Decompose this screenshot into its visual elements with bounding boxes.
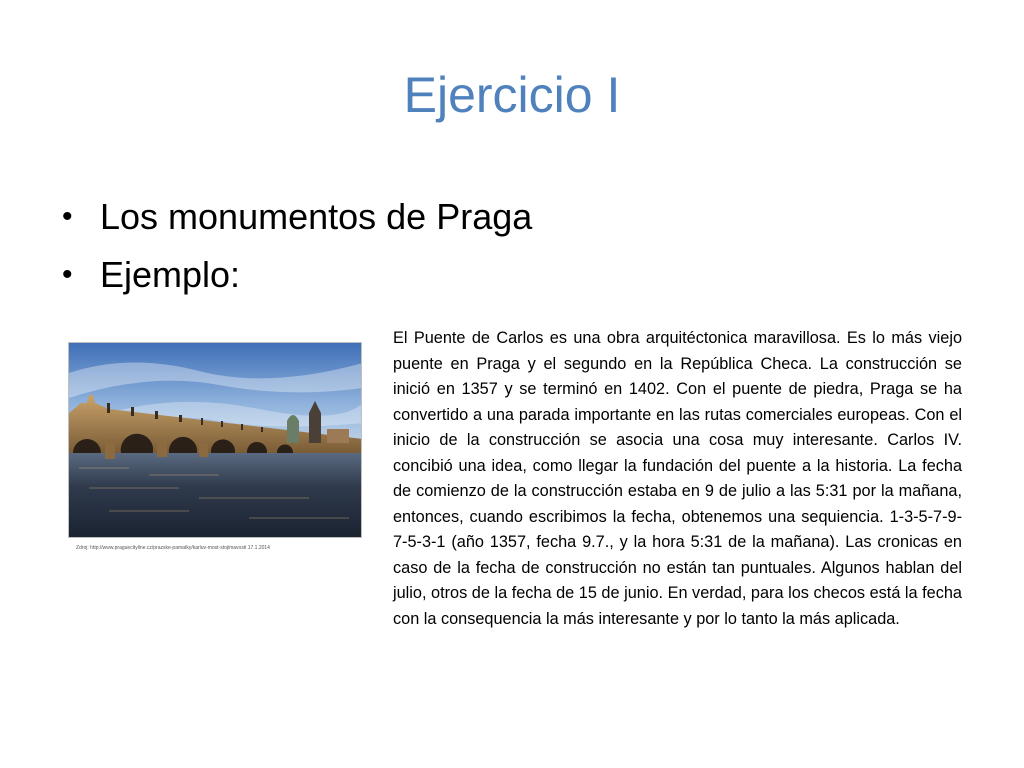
bullet-marker: • <box>62 258 73 291</box>
bullet-text: Los monumentos de Praga <box>100 196 533 237</box>
body-paragraph: El Puente de Carlos es una obra arquitéctonica maravillosa. Es lo más viejo puente en Praga y el segundo en la República Checa. La construcción se inició en 1357 y se terminó en 1402. Con el puente de piedra, Praga se ha convertido a una parada importante en las rutas comerciales europeas. Con el inicio de la construcción se asocia una cosa muy interesante. Carlos IV. concibió una idea, como llegar la fundación del puente a la historia. La fecha de comienzo de la construcción estaba en 9 de julio a las 5:31 por la mañana, entonces, cuando escribimos la fecha, obtenemos una sequiencia. 1-3-5-7-9-7-5-3-1 (año 1357, fecha 9.7., y la hora 5:31 de la mañana). Las cronicas en caso de la fecha de construcción no están tan puntuales. Algunos hablan del julio, otros de la fecha de 15 de junio. En verdad, para los checos está la fecha con la consequencia la más interesante y por lo tanto la más aplicada. <box>393 329 962 628</box>
bullet-list <box>62 188 532 304</box>
charles-bridge-photo <box>68 342 362 538</box>
charles-bridge-photo-icon <box>69 343 362 538</box>
bullet-text: Ejemplo: <box>100 254 241 295</box>
slide-title: Ejercicio I <box>403 67 621 123</box>
bullet-marker: • <box>62 200 73 233</box>
image-source-caption: Zdroj: http://www.praguecityline.cz/prazske-pamatky/karluv-most-stojimavosti 17.1.2014 <box>76 545 270 551</box>
bullet-item-ejemplo <box>62 246 532 304</box>
bullet-item-monumentos <box>62 188 532 246</box>
